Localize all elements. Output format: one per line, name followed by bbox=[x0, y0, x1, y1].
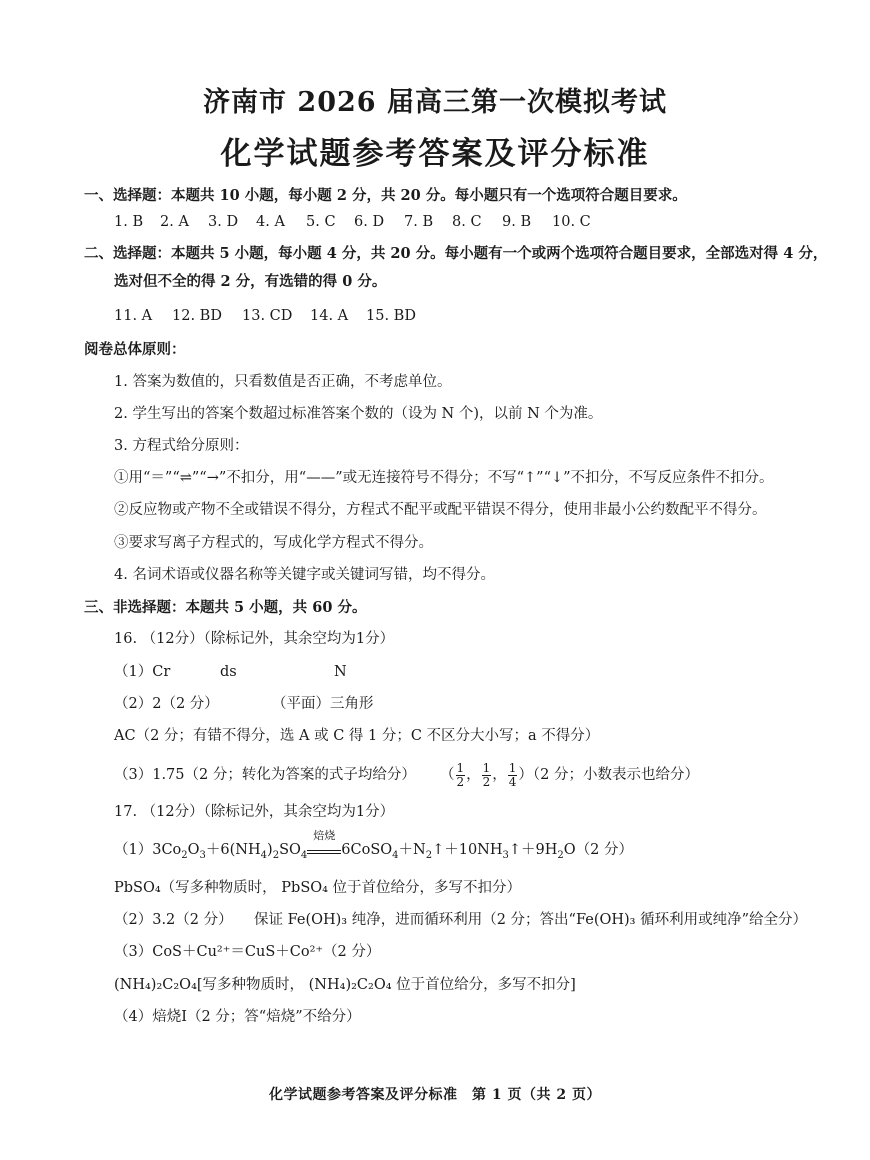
document-title: 化学试题参考答案及评分标准 bbox=[220, 136, 650, 172]
section1-answers bbox=[114, 212, 602, 232]
principle-3b: ②反应物或产物不全或错误不得分，方程式不配平或配平错误不得分，使用非最小公约数配平不得分。 bbox=[114, 502, 767, 518]
q16-part1 bbox=[114, 662, 347, 682]
q16-part2 bbox=[114, 694, 374, 714]
answer-12: 12. BD bbox=[172, 308, 222, 324]
q17-part3: （3）CoS＋Cu²⁺＝CuS＋Co²⁺（2 分） bbox=[114, 944, 381, 960]
answer-3: 3. D bbox=[208, 214, 239, 230]
answer-2: 2. A bbox=[160, 214, 189, 230]
section2-answers bbox=[114, 306, 426, 326]
principles-heading: 阅卷总体原则： bbox=[84, 341, 186, 358]
answer-13: 13. CD bbox=[242, 308, 293, 324]
answer-8: 8. C bbox=[452, 214, 482, 230]
answer-9: 9. B bbox=[502, 214, 532, 230]
section1-heading: 一、选择题：本题共 10 小题，每小题 2 分，共 20 分。每小题只有一个选项符合题目要求。 bbox=[84, 187, 687, 204]
fraction-3: $\frac{1}{4}$ bbox=[508, 760, 517, 789]
q16-part1-a: （1）Cr bbox=[114, 664, 171, 680]
q16-part3-a: （3）1.75（2 分；转化为答案的式子均给分） bbox=[114, 767, 416, 783]
answer-7: 7. B bbox=[404, 214, 434, 230]
page-footer: 化学试题参考答案及评分标准 第 1 页（共 2 页） bbox=[269, 1087, 601, 1103]
q16-part1-c: N bbox=[334, 664, 347, 680]
section2-heading: 二、选择题：本题共 5 小题，每小题 4 分，共 20 分。每小题有一个或两个选项符合题目要求，全部选对得 4 分， bbox=[84, 245, 828, 262]
q17-part4: （4）焙烧I（2 分；答“焙烧”不给分） bbox=[114, 1009, 361, 1025]
exam-title: 济南市 2026 届高三第一次模拟考试 bbox=[203, 87, 667, 118]
q16-title: 16. （12分）（除标记外，其余空均为1分） bbox=[114, 631, 395, 647]
fraction-2: $\frac{1}{2}$ bbox=[482, 760, 491, 789]
section3-heading: 三、非选择题：本题共 5 小题，共 60 分。 bbox=[84, 599, 367, 616]
q16-part2-note: AC（2 分；有错不得分，选 A 或 C 得 1 分；C 不区分大小写；a 不得分） bbox=[114, 728, 600, 744]
principle-1: 1. 答案为数值的，只看数值是否正确，不考虑单位。 bbox=[114, 374, 452, 390]
principle-3c: ③要求写离子方程式的，写成化学方程式不得分。 bbox=[114, 535, 433, 551]
q16-part3: （3）1.75（2 分；转化为答案的式子均给分） （ $\frac{1}{2}$ ， $\frac{1}{2}$ ， $\frac{1}{4}$ ）（2 分；小数表示也给分） bbox=[114, 760, 700, 789]
q16-part1-b: ds bbox=[220, 664, 237, 680]
principle-2: 2. 学生写出的答案个数超过标准答案个数的（设为 N 个)，以前 N 个为准。 bbox=[114, 406, 603, 422]
q16-part2-b: （平面）三角形 bbox=[272, 696, 374, 712]
q16-part3-close: ）（2 分；小数表示也给分） bbox=[518, 767, 700, 783]
q17-part2 bbox=[114, 910, 807, 930]
principle-3: 3. 方程式给分原则： bbox=[114, 438, 249, 454]
q16-part2-a: （2）2（2 分） bbox=[114, 696, 219, 712]
answer-10: 10. C bbox=[552, 214, 591, 230]
section2-heading-cont: 选对但不全的得 2 分，有选错的得 0 分。 bbox=[114, 273, 387, 290]
answer-11: 11. A bbox=[114, 308, 153, 324]
answer-5: 5. C bbox=[306, 214, 336, 230]
principle-3a: ①用“＝”“⇌”“→”不扣分，用“——”或无连接符号不得分；不写“↑”“↓”不扣分，不写反应条件不扣分。 bbox=[114, 470, 774, 486]
q17-part3-note: (NH₄)₂C₂O₄[写多种物质时， (NH₄)₂C₂O₄ 位于首位给分，多写不扣分] bbox=[114, 977, 576, 993]
answer-15: 15. BD bbox=[366, 308, 416, 324]
fraction-1: $\frac{1}{2}$ bbox=[456, 760, 465, 789]
principle-4: 4. 名词术语或仪器名称等关键字或关键词写错，均不得分。 bbox=[114, 567, 495, 583]
reaction-condition: 焙烧 bbox=[307, 842, 341, 854]
q17-part1-equation: $(1)3Co_2O_3+6(NH_4)_2SO_4$ 焙烧 $6CoSO_4+N_2↑+10NH_3↑+9H_2O(2$ 分） bbox=[114, 829, 634, 861]
q17-title: 17. （12分）（除标记外，其余空均为1分） bbox=[114, 804, 395, 820]
q16-part3-open: （ bbox=[440, 767, 455, 783]
q17-part2-b: 保证 Fe(OH)₃ 纯净，进而循环利用（2 分；答出“Fe(OH)₃ 循环利用或纯净”给全分） bbox=[254, 912, 808, 928]
q17-part1-note: PbSO₄（写多种物质时， PbSO₄ 位于首位给分，多写不扣分） bbox=[114, 880, 522, 896]
answer-6: 6. D bbox=[354, 214, 385, 230]
answer-1: 1. B bbox=[114, 214, 144, 230]
q17-part2-a: （2）3.2（2 分） bbox=[114, 912, 233, 928]
answer-14: 14. A bbox=[310, 308, 349, 324]
answer-4: 4. A bbox=[256, 214, 285, 230]
